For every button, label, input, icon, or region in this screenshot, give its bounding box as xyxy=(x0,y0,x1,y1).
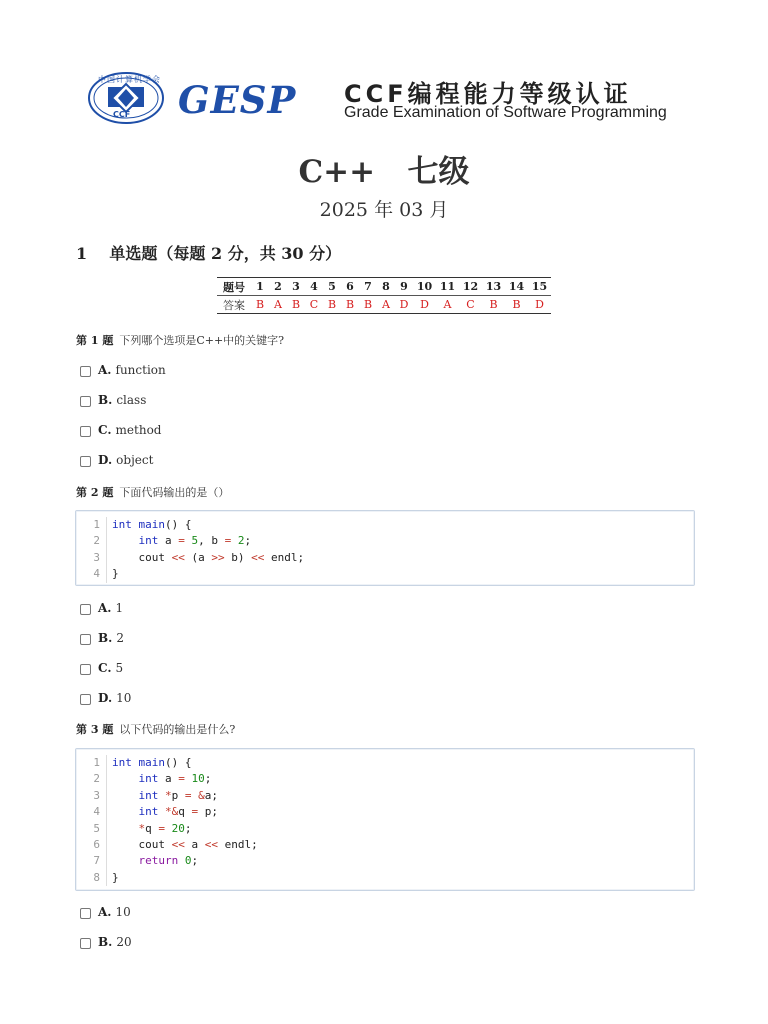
answer-cell: B xyxy=(482,296,505,314)
option-letter: C. xyxy=(98,661,112,675)
answer-cell: C xyxy=(459,296,482,314)
brand-subtitle: Grade Examination of Software Programming xyxy=(344,104,667,121)
answer-cell: C xyxy=(305,296,323,314)
line-number: 2 xyxy=(76,533,107,549)
option-a[interactable] xyxy=(80,362,166,378)
answer-cell: B xyxy=(359,296,377,314)
table-cell: 10 xyxy=(413,278,436,296)
option-b[interactable] xyxy=(80,392,146,408)
checkbox-icon[interactable] xyxy=(80,664,91,675)
option-text: object xyxy=(116,453,154,467)
answer-table xyxy=(217,277,551,314)
option-letter: D. xyxy=(98,453,113,467)
seal-text: 中国计算机学会 xyxy=(98,75,161,84)
code-line: int *p = &a; xyxy=(138,788,218,802)
question-text: 下列哪个选项是C++中的关键字? xyxy=(119,334,285,347)
question-text: 下面代码输出的是（） xyxy=(119,486,230,499)
code-line: int *&q = p; xyxy=(138,805,218,819)
option-d[interactable] xyxy=(80,452,153,468)
answer-cell: B xyxy=(505,296,528,314)
answer-cell: D xyxy=(528,296,551,314)
question-number: 第 3 题 xyxy=(76,723,114,736)
line-number: 1 xyxy=(76,517,107,533)
option-text: 10 xyxy=(115,905,131,919)
table-cell: 15 xyxy=(528,278,551,296)
answer-cell: B xyxy=(341,296,359,314)
code-line: int a = 5, b = 2; xyxy=(138,534,252,548)
option-text: 5 xyxy=(115,661,124,675)
code-line: int main() { xyxy=(112,518,192,531)
answer-cell: B xyxy=(251,296,269,314)
checkbox-icon[interactable] xyxy=(80,694,91,705)
option-b[interactable] xyxy=(80,630,124,646)
option-letter: D. xyxy=(98,691,113,705)
checkbox-icon[interactable] xyxy=(80,456,91,467)
answer-row xyxy=(217,296,551,314)
table-cell: 7 xyxy=(359,278,377,296)
option-text: 1 xyxy=(115,601,124,615)
option-letter: C. xyxy=(98,423,112,437)
answer-cell: D xyxy=(395,296,413,314)
option-c[interactable] xyxy=(80,660,123,676)
table-cell: 12 xyxy=(459,278,482,296)
option-c[interactable] xyxy=(80,422,161,438)
line-number: 3 xyxy=(76,550,107,566)
table-cell: 6 xyxy=(341,278,359,296)
line-number: 3 xyxy=(76,788,107,804)
seal-abbrev: CCF xyxy=(113,110,131,119)
answer-cell: A xyxy=(436,296,459,314)
brand-title: CCF编程能力等级认证 xyxy=(344,80,632,108)
option-text: method xyxy=(115,423,162,437)
answer-cell: A xyxy=(269,296,287,314)
line-number: 7 xyxy=(76,853,107,869)
question-3-prompt xyxy=(76,721,235,737)
table-cell: 2 xyxy=(269,278,287,296)
checkbox-icon[interactable] xyxy=(80,426,91,437)
answer-cell: A xyxy=(377,296,395,314)
question-number: 第 1 题 xyxy=(76,334,114,347)
line-number: 4 xyxy=(76,566,107,582)
row-label: 题号 xyxy=(217,278,251,296)
table-cell: 3 xyxy=(287,278,305,296)
table-cell: 1 xyxy=(251,278,269,296)
question-number: 第 2 题 xyxy=(76,486,114,499)
code-line: } xyxy=(112,870,119,884)
option-letter: A. xyxy=(98,905,112,919)
option-text: 20 xyxy=(116,935,132,949)
line-number: 8 xyxy=(76,870,107,886)
line-number: 4 xyxy=(76,804,107,820)
checkbox-icon[interactable] xyxy=(80,396,91,407)
code-block xyxy=(75,748,695,891)
page-header xyxy=(0,0,768,140)
question-text: 以下代码的输出是什么? xyxy=(119,723,236,736)
checkbox-icon[interactable] xyxy=(80,366,91,377)
code-line: *q = 20; xyxy=(138,821,192,835)
checkbox-icon[interactable] xyxy=(80,938,91,949)
code-line: int main() { xyxy=(112,756,192,769)
option-text: function xyxy=(115,363,166,377)
code-line: cout << (a >> b) << endl; xyxy=(112,550,305,564)
code-block xyxy=(75,510,695,586)
option-letter: A. xyxy=(98,601,112,615)
code-line: int a = 10; xyxy=(138,772,212,786)
option-d[interactable] xyxy=(80,690,131,706)
line-number: 6 xyxy=(76,837,107,853)
gesp-logo: GESP xyxy=(178,78,297,122)
section-heading: 1 单选题（每题 2 分，共 30 分） xyxy=(76,244,342,263)
table-cell: 9 xyxy=(395,278,413,296)
option-text: 10 xyxy=(116,691,132,705)
checkbox-icon[interactable] xyxy=(80,908,91,919)
answer-cell: D xyxy=(413,296,436,314)
table-cell: 5 xyxy=(323,278,341,296)
table-cell: 11 xyxy=(436,278,459,296)
option-letter: B. xyxy=(98,935,113,949)
table-cell: 13 xyxy=(482,278,505,296)
table-cell: 8 xyxy=(377,278,395,296)
exam-title: C++ 七级 xyxy=(298,154,470,190)
line-number: 1 xyxy=(76,755,107,771)
line-number: 5 xyxy=(76,821,107,837)
option-a[interactable] xyxy=(80,600,123,616)
question-number-row xyxy=(217,278,551,296)
option-letter: A. xyxy=(98,363,112,377)
answer-cell: B xyxy=(287,296,305,314)
option-text: class xyxy=(116,393,147,407)
option-text: 2 xyxy=(116,631,124,645)
code-line: } xyxy=(112,567,119,581)
row-label: 答案 xyxy=(217,296,251,314)
table-cell: 14 xyxy=(505,278,528,296)
code-line: cout << a << endl; xyxy=(112,837,258,851)
option-b[interactable] xyxy=(80,934,132,950)
option-letter: B. xyxy=(98,631,113,645)
option-letter: B. xyxy=(98,393,113,407)
checkbox-icon[interactable] xyxy=(80,604,91,615)
checkbox-icon[interactable] xyxy=(80,634,91,645)
option-a[interactable] xyxy=(80,904,131,920)
exam-date: 2025 年 03 月 xyxy=(319,199,449,221)
answer-cell: B xyxy=(323,296,341,314)
code-line: return 0; xyxy=(138,854,199,868)
question-1-prompt xyxy=(76,332,284,348)
question-2-prompt xyxy=(76,484,229,500)
line-number: 2 xyxy=(76,771,107,787)
table-cell: 4 xyxy=(305,278,323,296)
